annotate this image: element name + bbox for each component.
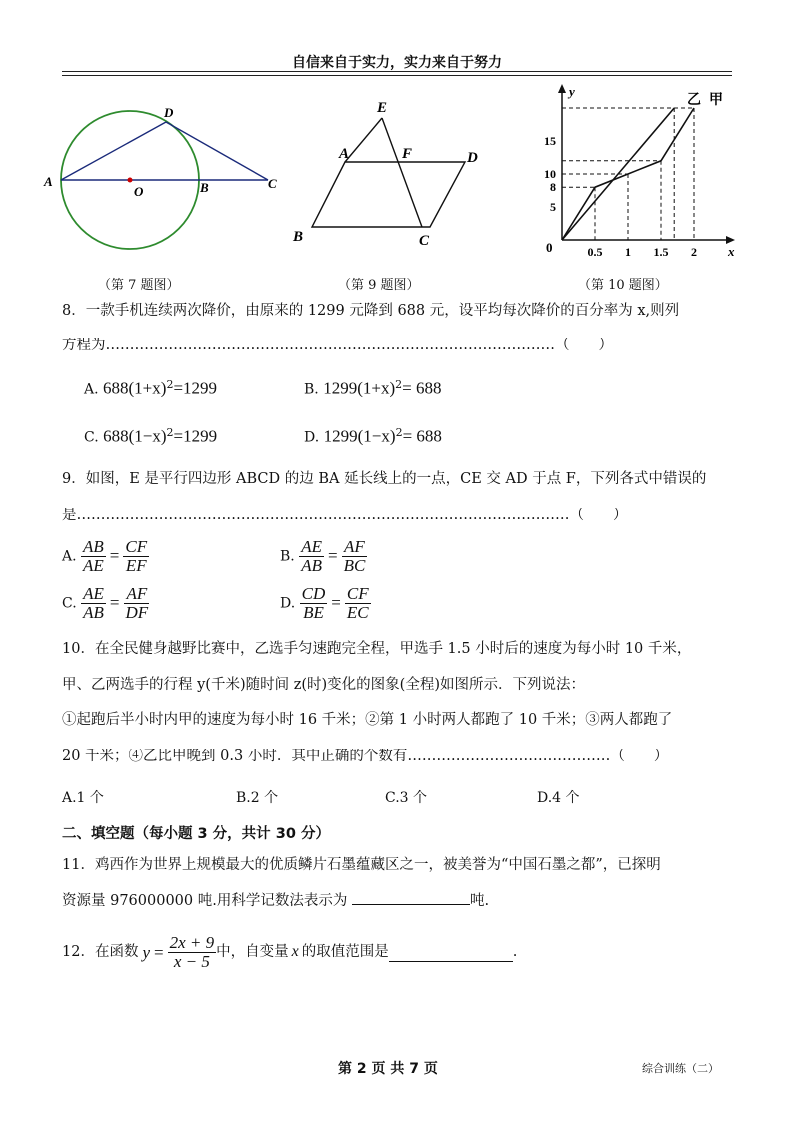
fig7-label-d: D: [164, 105, 174, 120]
fig9-line-ae: [345, 118, 382, 162]
header-motto: 自信来自于实力，实力来自于努力: [292, 55, 502, 71]
chart-label-yi: 乙: [687, 93, 701, 108]
q8-option-a[interactable]: A. $688(1+x)^2=1299$: [84, 378, 218, 398]
fig9-caption: （第 9 题图）: [338, 278, 420, 293]
q9-option-c[interactable]: C. $\frac{AE}{AB}$ = $\frac{AF}{DF}$: [62, 584, 149, 622]
fig7-caption: （第 7 题图）: [98, 278, 180, 293]
q12-answer-blank[interactable]: [389, 943, 513, 962]
chart-y-tick-label: 15: [544, 134, 556, 148]
q10-option-c[interactable]: C.3 个: [385, 790, 428, 806]
fig10-caption: （第 10 题图）: [578, 278, 668, 293]
header-rule-thick: [62, 71, 732, 72]
chart-x-arrow: [726, 236, 735, 244]
q10-line1: 10．在全民健身越野比赛中，乙选手匀速跑完全程，甲选手 1.5 小时后的速度为每小时 10 千米，: [62, 641, 692, 657]
footer-exam-name: 综合训练（二）: [642, 1062, 719, 1075]
q10-option-a[interactable]: A.1 个: [62, 790, 104, 806]
q9-line1: 9．如图，E 是平行四边形 ABCD 的边 BA 延长线上的一点，CE 交 AD 于点 F，下列各式中错误的: [62, 471, 707, 487]
q10-option-d[interactable]: D.4 个: [537, 790, 580, 806]
figure-9: [285, 92, 495, 257]
chart-x-tick-label: 0.5: [587, 245, 603, 259]
chart-y-arrow: [558, 84, 566, 93]
fig9-parallelogram: [312, 162, 465, 227]
figure-10-chart: [525, 82, 740, 262]
q9-line2: 是…………………………………………………………………………………………（ ）: [62, 508, 628, 523]
q9-option-a[interactable]: A. $\frac{AB}{AE}$ = $\frac{CF}{EF}$: [62, 537, 148, 575]
fig7-label-a: A: [44, 174, 53, 189]
fig9-label-a: A: [339, 146, 350, 162]
fig7-label-o: O: [134, 184, 144, 199]
q11-line1: 11．鸡西作为世界上规模最大的优质鳞片石墨蕴藏区之一，被美誉为“中国石墨之都”，已探明: [62, 857, 661, 873]
q12-fraction: $\frac{2x + 9}{x - 5}$: [169, 933, 215, 971]
fig7-label-b: B: [200, 180, 209, 195]
figure-7: [40, 92, 290, 272]
fig9-label-b: B: [293, 229, 304, 245]
chart-y-tick-label: 10: [544, 167, 556, 181]
q11-line2: 资源量 976000000 吨.用科学记数法表示为 吨.: [62, 893, 490, 909]
fig7-center-dot: [128, 178, 133, 183]
q9-option-b[interactable]: B. $\frac{AE}{AB}$ = $\frac{AF}{BC}$: [280, 537, 366, 575]
q8-option-c[interactable]: C. $688(1-x)^2=1299$: [84, 426, 218, 446]
fig9-label-d: D: [467, 150, 478, 166]
header-rule-thin: [62, 75, 732, 76]
q11-answer-blank[interactable]: [352, 904, 470, 905]
chart-x-tick-label: 1.5: [653, 245, 669, 259]
chart-x-tick-label: 1: [625, 245, 631, 259]
chart-xlabel: x: [728, 244, 735, 259]
q8-option-b[interactable]: B. $1299(1+x)^2= 688$: [304, 378, 442, 398]
q12-line: 12．在函数 y = $\frac{2x + 9}{x - 5}$ 中，自变量 x 的取值范围是 .: [62, 933, 518, 971]
fig7-line-ad: [61, 122, 166, 180]
chart-y-tick-label: 5: [550, 200, 556, 214]
fig9-label-c: C: [419, 233, 430, 249]
chart-origin: 0: [546, 240, 553, 255]
q8-line2: 方程为…………………………………………………………………………………（ ）: [62, 338, 613, 353]
q8-line1: 8．一款手机连续两次降价，由原来的 1299 元降到 688 元，设平均每次降价的百分率为 x,则列: [62, 303, 680, 319]
q10-line2: 甲、乙两选手的行程 y(千米)随时间 z(时)变化的图象(全程)如图所示．下列说法：: [62, 677, 585, 693]
fig7-label-c: C: [268, 176, 277, 191]
q8-option-d[interactable]: D. $1299(1-x)^2= 688$: [304, 426, 442, 446]
q10-option-b[interactable]: B.2 个: [236, 790, 279, 806]
fig9-label-e: E: [377, 100, 388, 116]
q10-line3: ①起跑后半小时内甲的速度为每小时 16 千米；②第 1 小时两人都跑了 10 千米；③两人都跑了: [62, 712, 673, 728]
chart-x-tick-label: 2: [691, 245, 697, 259]
fig9-line-ec: [382, 118, 422, 227]
chart-ylabel: y: [569, 84, 575, 99]
q10-line4: 20 千米；④乙比甲晚到 0.3 小时．其中正确的个数有……………………………………（ ）: [62, 749, 669, 764]
chart-y-tick-label: 8: [550, 180, 556, 195]
fig7-line-dc: [166, 122, 268, 180]
chart-label-jia: 甲: [709, 93, 723, 108]
section-title-fill-in: 二、填空题（每小题 3 分，共计 30 分）: [62, 826, 330, 842]
footer-page-number: 第 2 页 共 7 页: [338, 1061, 438, 1077]
q9-option-d[interactable]: D. $\frac{CD}{BE}$ = $\frac{CF}{EC}$: [280, 584, 369, 622]
fig9-label-f: F: [402, 146, 413, 162]
